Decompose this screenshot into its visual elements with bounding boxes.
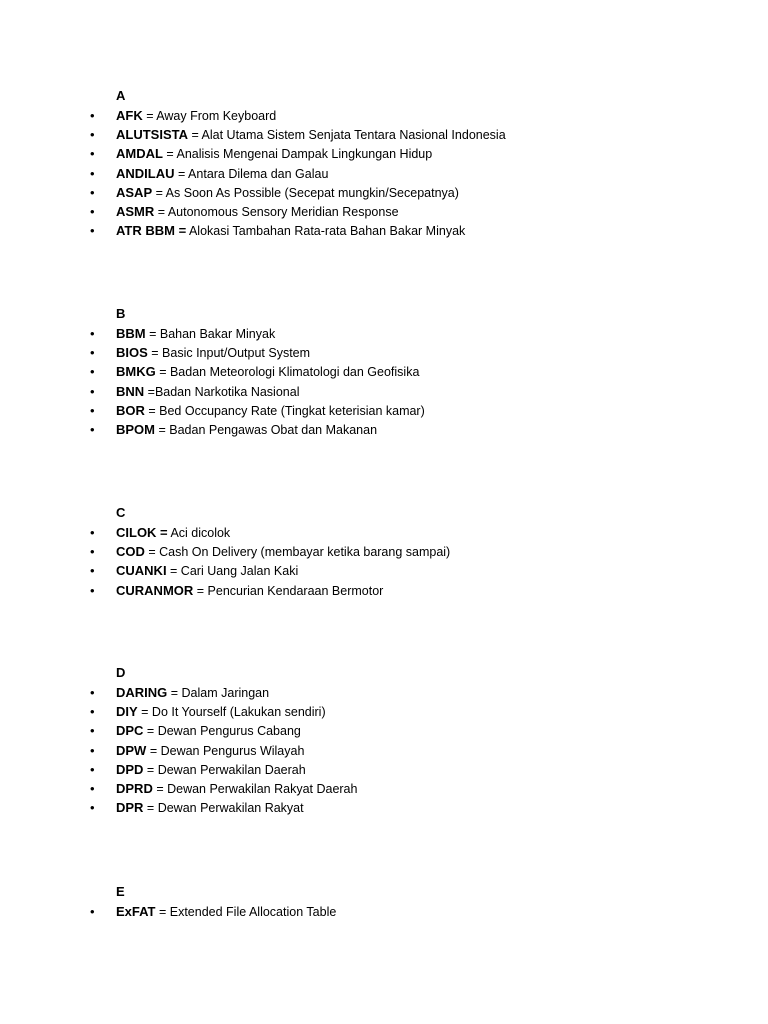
bullet-icon: • <box>90 800 95 816</box>
abbreviation: DPC <box>116 723 144 739</box>
definition: = Dewan Pengurus Cabang <box>143 724 301 739</box>
bullet-icon: • <box>90 780 95 796</box>
bullet-icon: • <box>90 582 95 598</box>
definition: = Dalam Jaringan <box>167 686 270 700</box>
bullet-icon: • <box>90 685 95 700</box>
bullet-icon: • <box>90 146 95 162</box>
definition: Aci dicolok <box>167 526 231 540</box>
section-heading: A <box>116 88 126 103</box>
definition: = Autonomous Sensory Meridian Response <box>154 204 399 219</box>
bullet-icon: • <box>90 761 95 777</box>
section-heading: E <box>116 884 125 899</box>
bullet-icon: • <box>90 108 95 123</box>
definition: = Do It Yourself (Lakukan sendiri) <box>137 705 326 720</box>
section-heading: B <box>116 306 126 321</box>
abbreviation: AMDAL <box>116 146 163 162</box>
definition: = Badan Pengawas Obat dan Makanan <box>155 422 378 437</box>
definition: = Badan Meteorologi Klimatologi dan Geofisika <box>155 365 420 380</box>
abbreviation: BBM <box>116 326 146 341</box>
abbreviation: BPOM <box>116 421 155 437</box>
definition: = Pencurian Kendaraan Bermotor <box>193 583 384 598</box>
bullet-icon: • <box>90 723 95 739</box>
bullet-icon: • <box>90 525 95 540</box>
abbreviation: DPRD <box>116 780 153 796</box>
section-heading: D <box>116 665 126 680</box>
definition: = Analisis Mengenai Dampak Lingkungan Hidup <box>162 147 433 162</box>
definition: = Cash On Delivery (membayar ketika barang sampai) <box>144 545 451 560</box>
abbreviation: ATR BBM = <box>116 223 187 239</box>
bullet-icon: • <box>90 326 95 341</box>
bullet-icon: • <box>90 742 95 758</box>
definition: = Dewan Perwakilan Daerah <box>143 762 306 777</box>
abbreviation: DPD <box>116 761 144 777</box>
bullet-icon: • <box>90 127 95 143</box>
abbreviation: ANDILAU <box>116 165 175 181</box>
bullet-icon: • <box>90 203 95 219</box>
abbreviation: DARING <box>116 685 168 700</box>
bullet-icon: • <box>90 544 95 560</box>
definition: = Dewan Perwakilan Rakyat <box>143 801 304 816</box>
abbreviation: AFK <box>116 108 143 123</box>
definition: = Bahan Bakar Minyak <box>145 327 276 341</box>
bullet-icon: • <box>90 704 95 720</box>
section-heading: C <box>116 505 126 520</box>
bullet-icon: • <box>90 402 95 418</box>
definition: = Basic Input/Output System <box>147 346 311 361</box>
abbreviation: ASAP <box>116 184 153 200</box>
bullet-icon: • <box>90 563 95 579</box>
definition: = As Soon As Possible (Secepat mungkin/Secepatnya) <box>152 185 459 200</box>
abbreviation: CILOK = <box>116 525 168 540</box>
bullet-icon: • <box>90 383 95 399</box>
abbreviation: BOR <box>116 402 145 418</box>
abbreviation: COD <box>116 544 145 560</box>
abbreviation: BMKG <box>116 364 156 380</box>
bullet-icon: • <box>90 904 95 919</box>
definition: = Bed Occupancy Rate (Tingkat keterisian kamar) <box>144 403 425 418</box>
definition: Alokasi Tambahan Rata-rata Bahan Bakar Minyak <box>186 224 466 239</box>
abbreviation: ALUTSISTA <box>116 127 188 143</box>
definition: = Antara Dilema dan Galau <box>174 166 329 181</box>
definition: = Cari Uang Jalan Kaki <box>166 564 299 579</box>
abbreviation: ExFAT <box>116 904 156 919</box>
abbreviation: BIOS <box>116 345 148 361</box>
bullet-icon: • <box>90 184 95 200</box>
definition: = Away From Keyboard <box>142 109 277 123</box>
abbreviation: DIY <box>116 704 138 720</box>
bullet-icon: • <box>90 165 95 181</box>
definition: = Dewan Perwakilan Rakyat Daerah <box>152 781 358 796</box>
abbreviation: ASMR <box>116 203 155 219</box>
abbreviation: BNN <box>116 383 145 399</box>
abbreviation: DPW <box>116 742 147 758</box>
bullet-icon: • <box>90 345 95 361</box>
definition: =Badan Narkotika Nasional <box>144 384 300 399</box>
definition: = Alat Utama Sistem Senjata Tentara Nasional Indonesia <box>187 128 506 143</box>
definition: = Extended File Allocation Table <box>155 905 337 919</box>
bullet-icon: • <box>90 421 95 437</box>
abbreviation: CURANMOR <box>116 582 194 598</box>
bullet-icon: • <box>90 223 95 239</box>
definition: = Dewan Pengurus Wilayah <box>146 743 305 758</box>
bullet-icon: • <box>90 364 95 380</box>
abbreviation: DPR <box>116 800 144 816</box>
abbreviation: CUANKI <box>116 563 167 579</box>
